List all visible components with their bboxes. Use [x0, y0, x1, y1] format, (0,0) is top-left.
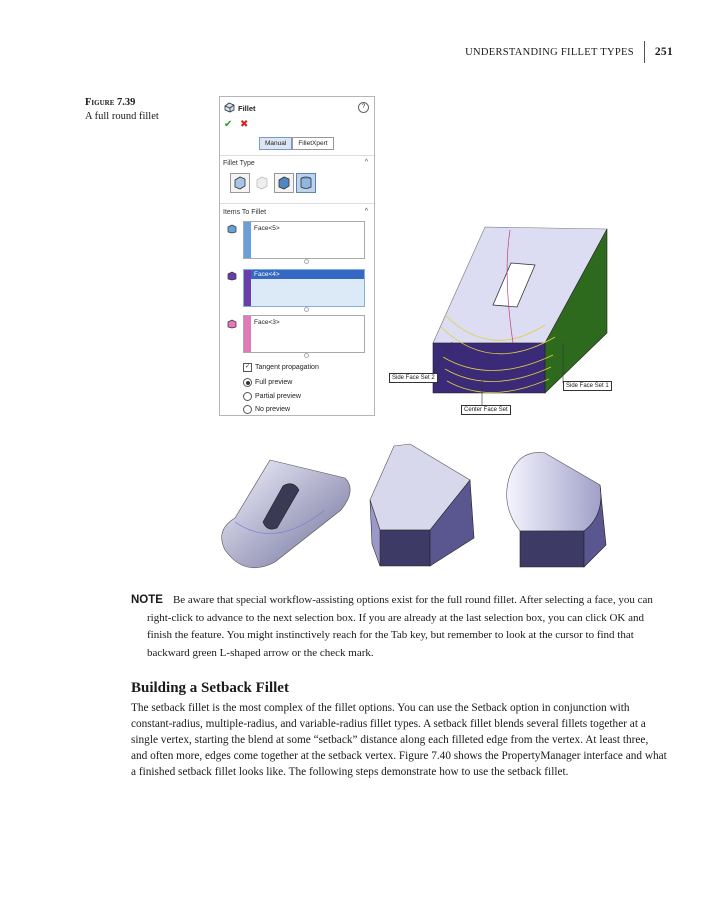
resize-grip-icon[interactable]	[304, 353, 309, 358]
figure-caption	[85, 96, 159, 124]
tab-manual[interactable]: Manual	[259, 137, 292, 150]
callout-center-face-set: Center Face Set	[461, 405, 511, 415]
note-text: Be aware that special workflow-assisting options exist for the full round fillet. After selecting a face, you can right-click to advance to the next selection box. If you are already at the last selection box, you can click OK and finish the feature. You might instinctively reach for the Tab key, but remember to look at the cursor to find that backward green L-shaped arrow or the check mark.	[147, 594, 653, 659]
page-number: 251	[654, 46, 673, 58]
face-fillet-icon[interactable]	[274, 173, 294, 193]
pm-tabs	[259, 137, 334, 150]
header-divider	[644, 41, 645, 63]
collapse-chevron-icon[interactable]: ^	[364, 208, 368, 215]
running-header	[465, 41, 673, 63]
center-face-set-box[interactable]	[243, 269, 365, 307]
side-face-set-2-box[interactable]	[243, 315, 365, 353]
variable-size-fillet-icon[interactable]	[252, 173, 272, 193]
face-color-swatch	[244, 222, 251, 258]
cancel-x-icon[interactable]: ✖	[240, 119, 249, 130]
full-preview-radio[interactable]	[243, 378, 252, 387]
partial-preview-label: Partial preview	[255, 393, 301, 400]
no-preview-radio[interactable]	[243, 405, 252, 414]
no-preview-option[interactable]	[243, 405, 290, 414]
full-preview-label: Full preview	[255, 379, 293, 386]
partial-preview-option[interactable]	[243, 392, 301, 401]
face-item-selected[interactable]: Face<4>	[251, 270, 364, 279]
full-round-result-render	[215, 450, 355, 570]
note-label: NOTE	[131, 594, 163, 606]
constant-size-fillet-icon[interactable]	[230, 173, 250, 193]
pm-title: Fillet	[238, 104, 256, 113]
fillet-feature-icon	[224, 102, 235, 113]
divider	[220, 155, 374, 156]
tangent-propagation-checkbox[interactable]: ✓	[244, 364, 251, 370]
partial-preview-radio[interactable]	[243, 392, 252, 401]
section-items-to-fillet[interactable]: Items To Fillet	[223, 209, 267, 216]
round-top-result-render	[490, 445, 615, 570]
face-color-swatch	[244, 316, 251, 352]
section-fillet-type[interactable]: Fillet Type	[223, 160, 255, 167]
tab-filletxpert[interactable]: FilletXpert	[292, 137, 333, 150]
resize-grip-icon[interactable]	[304, 259, 309, 264]
tangent-propagation-label: Tangent propagation	[255, 364, 319, 371]
collapse-chevron-icon[interactable]: ^	[364, 159, 368, 166]
center-face-set-icon	[227, 271, 237, 281]
fillet-property-manager	[219, 96, 375, 416]
chamfer-result-render	[360, 440, 480, 570]
face-item[interactable]: Face<3>	[254, 319, 280, 326]
note-block	[131, 592, 663, 662]
callout-side-face-set-1: Side Face Set 1	[563, 381, 612, 391]
divider	[220, 203, 374, 204]
fillet-type-buttons	[230, 173, 316, 193]
figure-caption-text: A full round fillet	[85, 111, 159, 122]
section-heading: Building a Setback Fillet	[131, 680, 289, 696]
ok-check-icon[interactable]: ✔	[224, 119, 233, 130]
no-preview-label: No preview	[255, 406, 291, 413]
tangent-propagation-option[interactable]	[243, 363, 319, 372]
full-preview-option[interactable]	[243, 378, 292, 387]
help-icon[interactable]: ?	[358, 102, 369, 113]
side-face-set-1-icon	[227, 224, 237, 234]
full-round-fillet-icon[interactable]	[296, 173, 316, 193]
face-color-swatch	[244, 270, 251, 306]
callout-side-face-set-2: Side Face Set 2	[389, 373, 438, 383]
side-face-set-2-icon	[227, 319, 237, 329]
running-title: UNDERSTANDING FILLET TYPES	[465, 46, 634, 58]
front-face-purple	[433, 343, 545, 393]
section-body: The setback fillet is the most complex of the fillet options. You can use the Setback option in conjunction with constant-radius, multiple-radius, and variable-radius fillet types. A setback fillet blends several fillets together at a single vertex, starting the blend at some “setback” distance along each filleted edge from the vertex. At least three, and often more, edges come together at the setback vertex. Figure 7.40 shows the PropertyManager interface and what a finished setback fillet looks like. The following steps demonstrate how to use the setback fillet.	[131, 702, 667, 778]
side-face-set-1-box[interactable]	[243, 221, 365, 259]
resize-grip-icon[interactable]	[304, 307, 309, 312]
face-item[interactable]: Face<5>	[254, 225, 280, 232]
figure-label: Figure 7.39	[85, 97, 136, 108]
